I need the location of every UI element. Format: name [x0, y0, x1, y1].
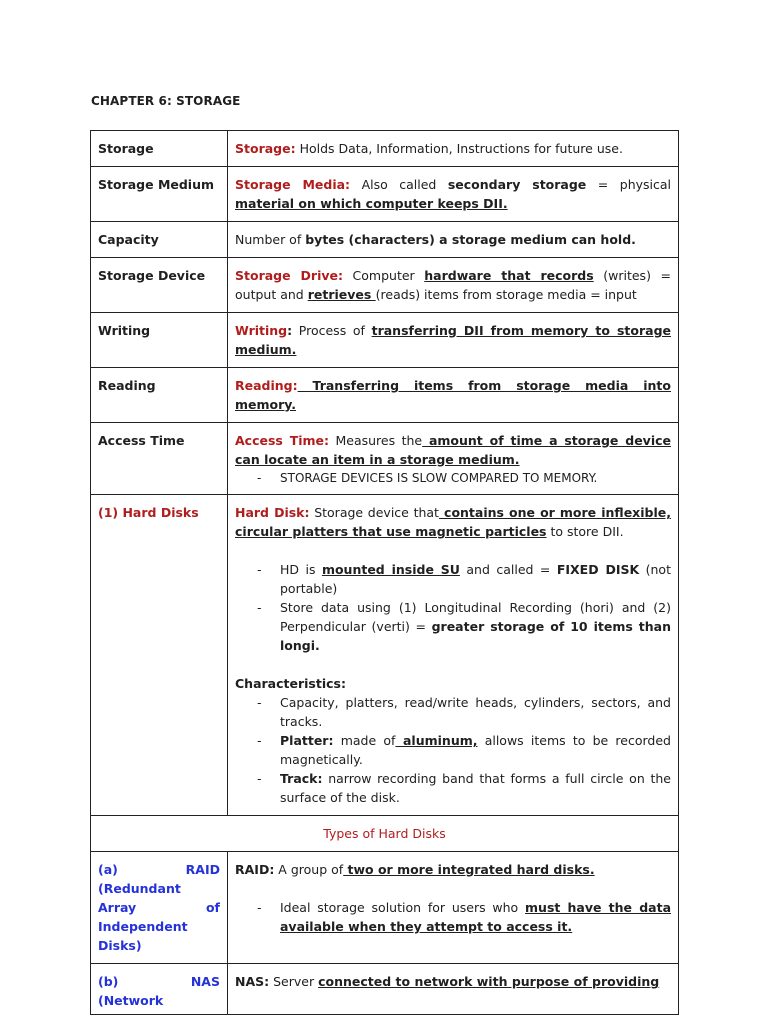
- underlined-text: two or more integrated hard disks.: [343, 862, 595, 877]
- list-item: [257, 598, 671, 655]
- definition-label: Storage Media:: [235, 177, 351, 192]
- bold-text: Track:: [280, 771, 323, 786]
- list-item: - STORAGE DEVICES IS SLOW COMPARED TO MEMORY.: [257, 469, 671, 488]
- definition-paragraph: [235, 503, 671, 541]
- definition-label: Storage:: [235, 141, 296, 156]
- term-cell: Capacity: [91, 222, 228, 258]
- bullet-list: [235, 898, 671, 936]
- list-text: narrow recording band that forms a full circle on the surface of the disk.: [280, 771, 671, 805]
- definition-cell: [228, 964, 679, 1015]
- term-first-line: [98, 860, 220, 879]
- list-text: allows items to be recorded magnetically.: [280, 733, 671, 767]
- underlined-text: Transferring items from storage media into memory.: [235, 378, 671, 412]
- term-cell: Reading: [91, 368, 228, 423]
- table-row: [91, 852, 679, 964]
- section-header-cell: [91, 816, 679, 852]
- table-row: [91, 964, 679, 1015]
- table-row: [91, 816, 679, 852]
- underlined-text: connected to network with purpose of providing: [318, 974, 660, 989]
- bold-text: Platter:: [280, 733, 334, 748]
- definition-text: = physical: [586, 177, 672, 192]
- underlined-text: transferring DII from memory to storage medium.: [235, 323, 672, 357]
- term-part: (a): [98, 862, 118, 877]
- underlined-text: hardware that records: [424, 268, 594, 283]
- table-row: [91, 131, 679, 167]
- table-row: [91, 313, 679, 368]
- list-text: (not portable): [280, 562, 671, 596]
- table-row: [91, 222, 679, 258]
- chapter-title: CHAPTER 6: STORAGE: [91, 94, 241, 108]
- term-cell: Writing: [91, 313, 228, 368]
- underlined-text: retrieves: [307, 287, 376, 302]
- section-title: Types of Hard Disks: [323, 826, 446, 841]
- term-cell: (1) Hard Disks: [91, 495, 228, 816]
- definition-label: Storage Drive:: [235, 268, 343, 283]
- term-rest: (Redundant Array of Independent Disks): [98, 881, 220, 953]
- bold-text: bytes (characters) a storage medium can hold.: [305, 232, 636, 247]
- list-text: HD is: [280, 562, 322, 577]
- definition-cell: [228, 423, 679, 495]
- term-cell: Storage: [91, 131, 228, 167]
- term-cell: Access Time: [91, 423, 228, 495]
- list-text: and called =: [459, 562, 557, 577]
- definition-text: (reads) items from storage media = input: [375, 287, 637, 302]
- list-text: made of: [333, 733, 396, 748]
- definition-label: Reading:: [235, 378, 298, 393]
- bullet-list: [235, 693, 671, 807]
- term-cell: [91, 852, 228, 964]
- definition-paragraph: [235, 860, 671, 879]
- table-row: [91, 368, 679, 423]
- definition-label: Hard Disk:: [235, 505, 310, 520]
- list-item: [257, 898, 671, 936]
- table-row: [91, 423, 679, 495]
- list-item: - Capacity, platters, read/write heads, cylinders, sectors, and tracks.: [257, 693, 671, 731]
- bullet-list: [235, 560, 671, 655]
- definition-text: (writes) = output and: [235, 268, 671, 302]
- definition-cell: [228, 258, 679, 313]
- characteristics-heading: Characteristics:: [235, 676, 346, 691]
- definition-text: Holds Data, Information, Instructions for future use.: [295, 141, 623, 156]
- table-row: [91, 495, 679, 816]
- definition-text: to store DII.: [546, 524, 624, 539]
- bullet-list: [235, 469, 671, 488]
- list-item: [257, 560, 671, 598]
- label-colon: :: [287, 323, 293, 338]
- underlined-text: contains one or more inflexible, circular platters that use magnetic particles: [235, 505, 671, 539]
- definition-text: Also called: [350, 177, 448, 192]
- bold-text: FIXED DISK: [556, 562, 640, 577]
- underlined-text: aluminum,: [395, 733, 478, 748]
- definition-cell: [228, 852, 679, 964]
- definition-cell: [228, 131, 679, 167]
- underlined-text: amount of time a storage device can locate an item in a storage medium.: [235, 433, 671, 467]
- definition-cell: [228, 368, 679, 423]
- bold-text: greater storage of 10 items than longi.: [280, 619, 672, 653]
- list-text: Ideal storage solution for users who: [280, 900, 526, 915]
- definition-text: Process of: [292, 323, 372, 338]
- definition-cell: [228, 222, 679, 258]
- definition-text: Measures the: [329, 433, 423, 448]
- table-row: [91, 258, 679, 313]
- definition-text: Computer: [342, 268, 425, 283]
- definition-text: Number of: [235, 232, 306, 247]
- definition-text: Storage device that: [309, 505, 439, 520]
- list-text: Store data using (1) Longitudinal Recording (hori) and (2) Perpendicular (verti) =: [280, 600, 671, 634]
- underlined-text: mounted inside SU: [321, 562, 460, 577]
- underlined-text: material on which computer keeps DII.: [235, 196, 508, 211]
- term-cell: Storage Medium: [91, 167, 228, 222]
- definition-cell: [228, 313, 679, 368]
- definition-label: NAS:: [235, 974, 270, 989]
- bold-text: secondary storage: [447, 177, 587, 192]
- underlined-text: must have the data available when they attempt to access it.: [280, 900, 672, 934]
- definition-text: A group of: [274, 862, 344, 877]
- definition-label: RAID:: [235, 862, 275, 877]
- term-cell: Storage Device: [91, 258, 228, 313]
- term-cell: (b) NAS (Network: [91, 964, 228, 1015]
- definition-label: Writing: [235, 323, 288, 338]
- term-part: RAID: [185, 862, 220, 877]
- list-item: [257, 769, 671, 807]
- definition-cell: [228, 495, 679, 816]
- definition-cell: [228, 167, 679, 222]
- table-row: [91, 167, 679, 222]
- list-item: [257, 731, 671, 769]
- storage-table: [90, 130, 679, 1015]
- definition-label: Access Time:: [235, 433, 330, 448]
- definition-text: Server: [269, 974, 319, 989]
